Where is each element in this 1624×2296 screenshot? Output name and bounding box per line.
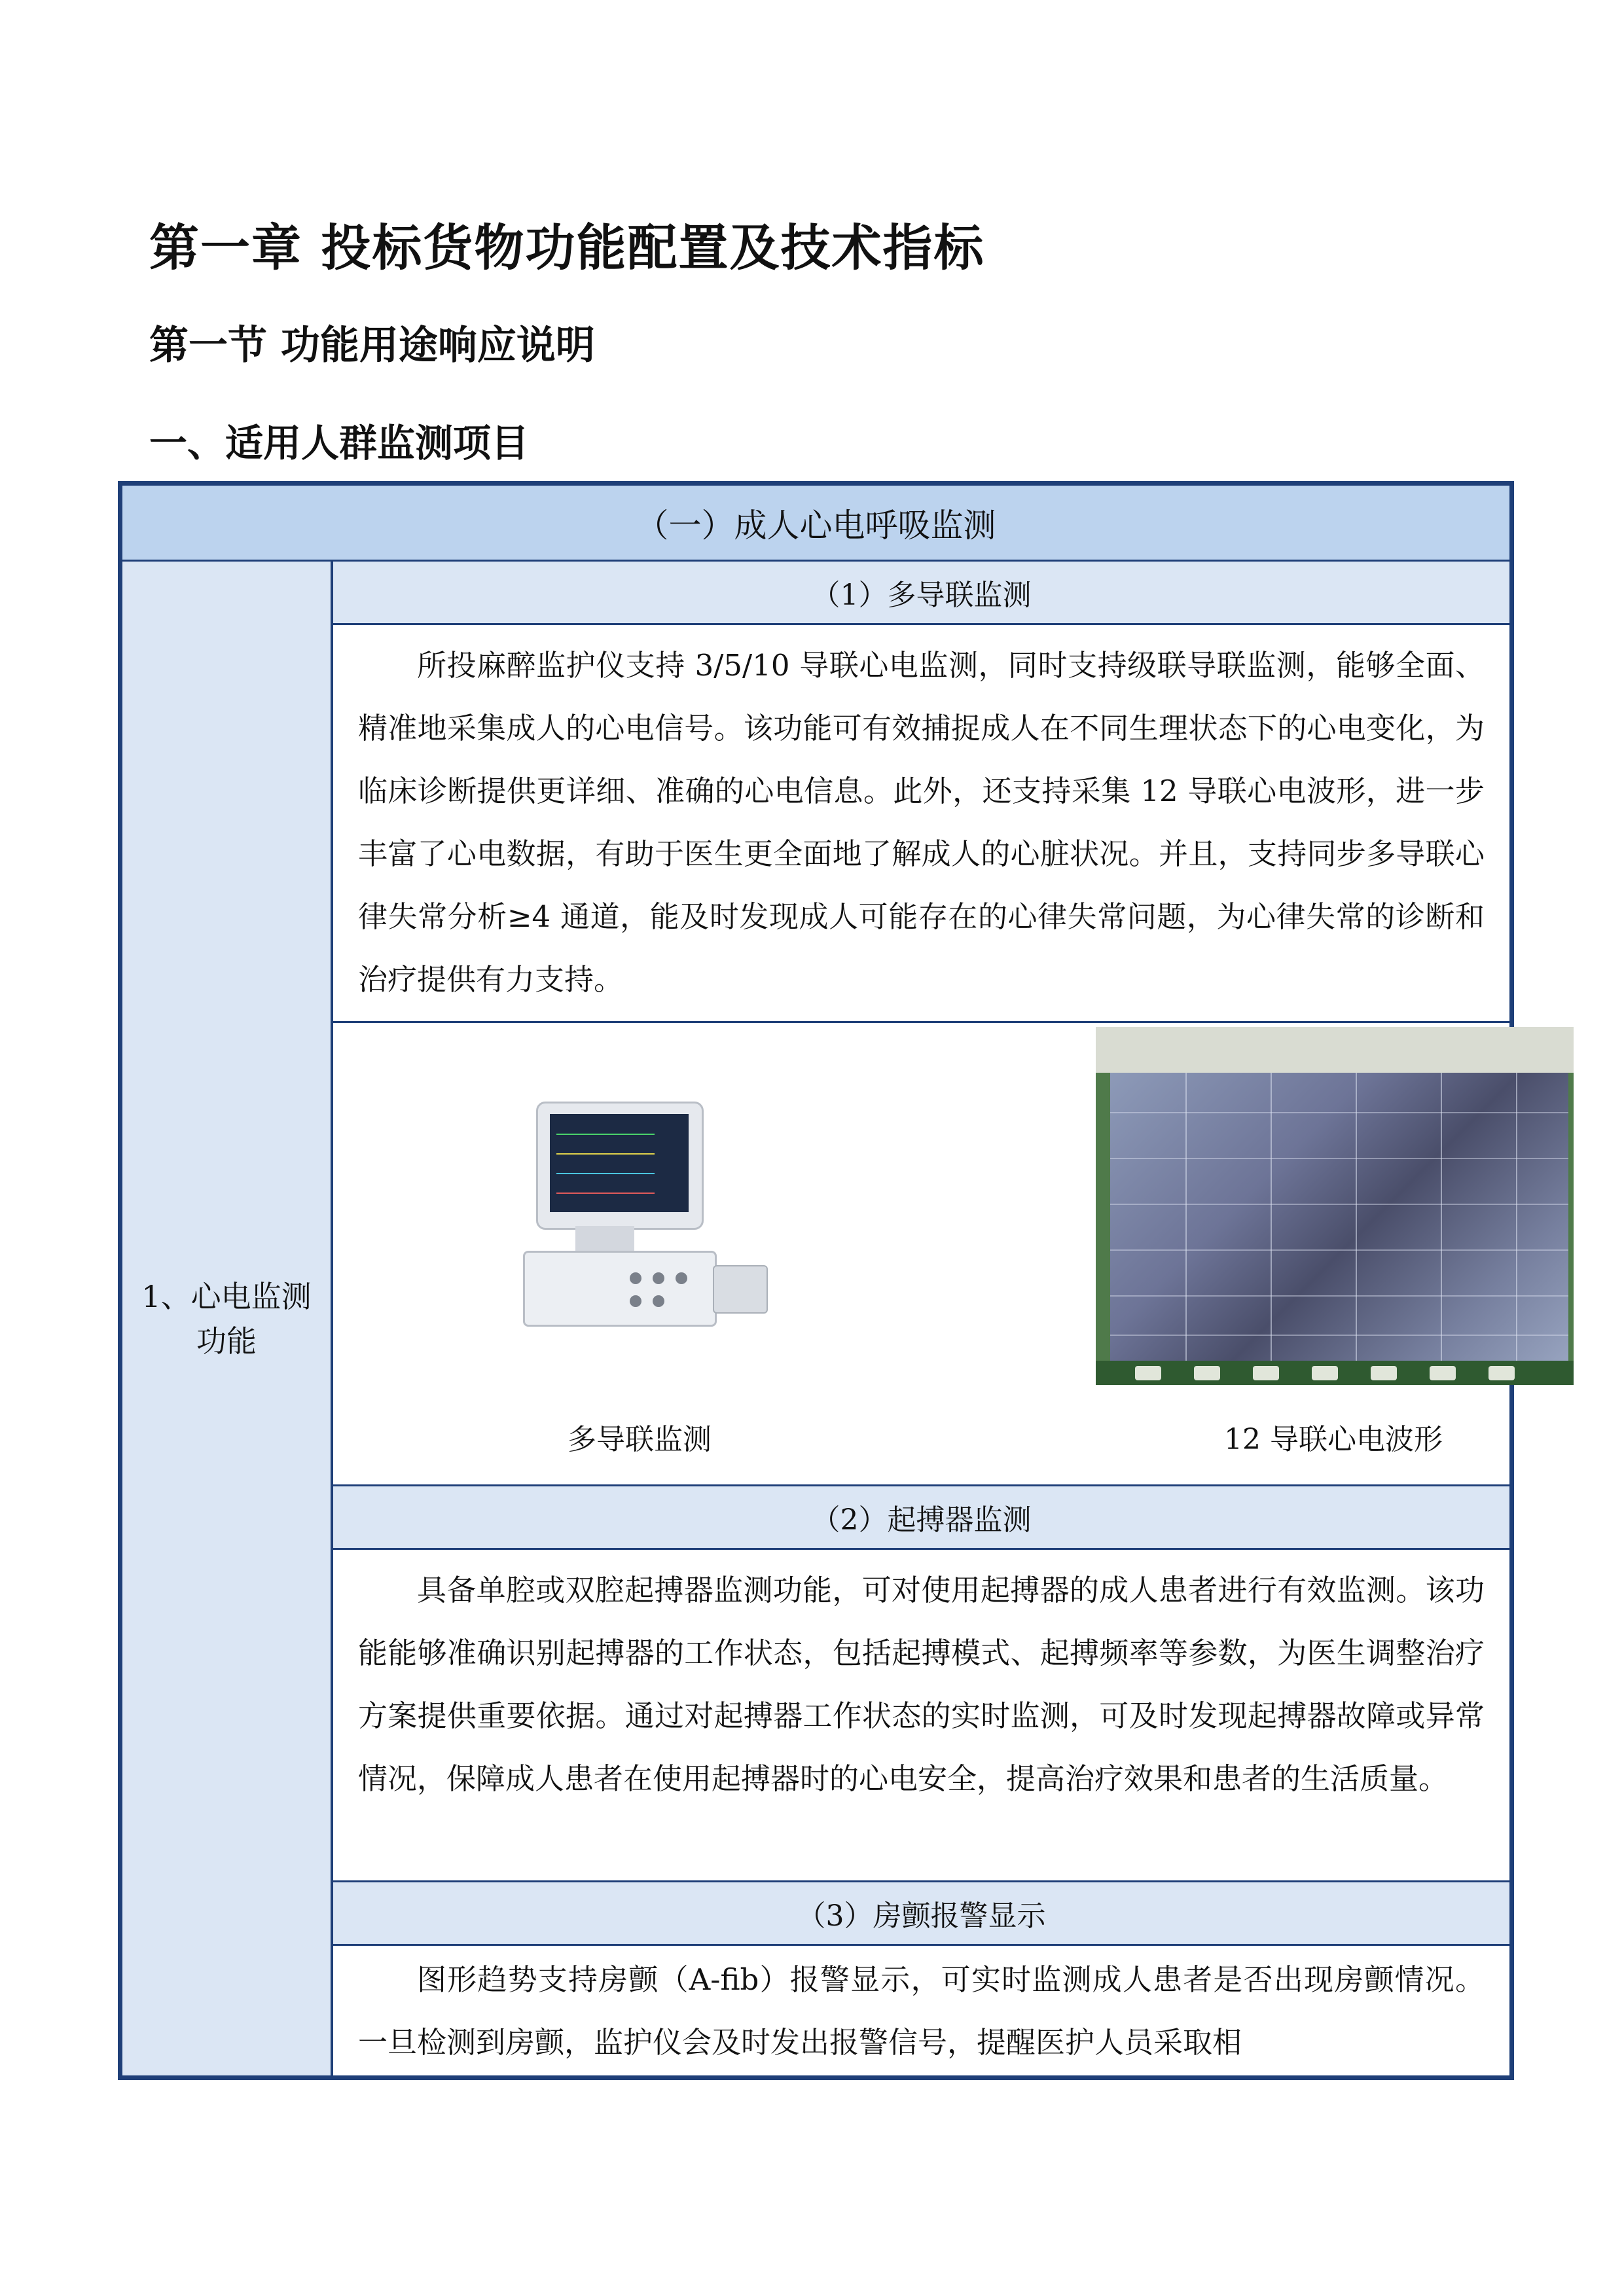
caption-12lead: 12 导联心电波形 — [1224, 1423, 1443, 1456]
item-title-afib: （3）房颤报警显示 — [333, 1882, 1509, 1946]
item-text-afib: 图形趋势支持房颤（A-fib）报警显示，可实时监测成人患者是否出现房颤情况。一旦检测到房颤，监护仪会及时发出报警信号，提醒医护人员采取相 — [358, 1962, 1485, 2060]
row-label-ecg: 1、心电监测功能 — [122, 562, 333, 2075]
item-title-multilead: （1）多导联监测 — [333, 562, 1509, 625]
subsection-title: 一、适用人群监测项目 — [149, 421, 530, 465]
item-text-pacemaker: 具备单腔或双腔起搏器监测功能，可对使用起搏器的成人患者进行有效监测。该功能能够准确识别起搏器的工作状态，包括起搏模式、起搏频率等参数，为医生调整治疗方案提供重要依据。通过对起搏器工作状态的实时监测，可及时发现起搏器故障或异常情况，保障成人患者在使用起搏器时的心电安全，提高治疗效果和患者的生活质量。 — [333, 1550, 1509, 1882]
item-text-multilead: 所投麻醉监护仪支持 3/5/10 导联心电监测，同时支持级联导联监测，能够全面、精准地采集成人的心电信号。该功能可有效捕捉成人在不同生理状态下的心电变化，为临床诊断提供更详细、准确的心电信息。此外，还支持采集 12 导联心电波形，进一步丰富了心电数据，有助于医生更全面地了解成人的心脏状况。并且，支持同步多导联心律失常分析≥4 通道，能及时发现成人可能存在的心律失常问题，为心律失常的诊断和治疗提供有力支持。 — [333, 625, 1509, 1023]
image-row — [333, 1023, 1509, 1486]
spec-table — [118, 481, 1514, 2080]
section-title: 第一节 功能用途响应说明 — [149, 323, 595, 368]
caption-multilead: 多导联监测 — [568, 1423, 712, 1456]
ecg-waveform-photo — [1096, 1027, 1574, 1385]
table-main-header: （一）成人心电呼吸监测 — [122, 486, 1509, 562]
chapter-title: 第一章 投标货物功能配置及技术指标 — [149, 219, 985, 277]
item-title-pacemaker: （2）起搏器监测 — [333, 1486, 1509, 1550]
